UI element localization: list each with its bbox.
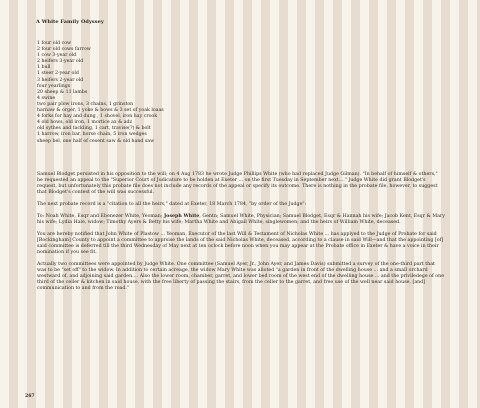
inventory-item: 4 forks for hay and dung , 1 shovel, iron hay crook — [37, 114, 158, 120]
inventory-item: four yearlings — [37, 83, 71, 89]
paragraph-text: , Gentn; Samuel White, Physician; Samuel Blodget, Esqr & Hannah his wife; Jacob Kent, Esqr & Mary his wife; Lydia Hale, widow; Timothy Ayers & Betty his wife; Martha White and Abigail White, singlewomen; and the heirs of William White, deceased. — [37, 213, 445, 225]
inventory-item: 1 bull — [37, 65, 51, 71]
inventory-item: 1 steer 2-year old — [37, 71, 79, 77]
bold-name: Joseph White — [163, 213, 200, 219]
inventory-item: old sythes and tackling, 1 cart, travise(?) & bolt — [37, 126, 151, 132]
paragraph-text: The next probate record is a "citation to all the heirs," dated at Exeter, 18 March 1784, "by order of the Judge": — [37, 202, 307, 208]
inventory-item: 3 heifers 2-year old — [37, 77, 84, 83]
inventory-item: 2 four old cows farrow — [37, 47, 91, 53]
paragraph — [37, 214, 445, 226]
paragraph — [37, 202, 445, 208]
inventory-item: 4 swine — [37, 95, 56, 101]
paragraph — [37, 172, 445, 196]
inventory-item: 1 cow 3-year old — [37, 53, 77, 59]
inventory-item: harnaw & orger, 1 yoke & bows & 3 set of yoak loaas — [37, 108, 164, 114]
paragraph — [37, 232, 445, 256]
inventory-item: 4 old hows, old iron, 1 mortice ax & adz — [37, 120, 133, 126]
inventory-item: sheep bel, one half of cesent saw & old hand saw — [37, 138, 155, 144]
inventory-item: 2 heifers 3-year old — [37, 59, 84, 65]
inventory-item: 1 harrow, iron bar, horse chain, 5 iron wedges — [37, 132, 147, 138]
body-text — [37, 172, 445, 298]
inventory-item: 20 sheep & 11 lambs — [37, 89, 88, 95]
paragraph-text: Samuel Blodget persisted in his opposition to the will; on 4 Aug 1783 he wrote Judge Phillips White (who had replaced Judge Gilman). "In behalf of himself & others," he requested an appeal to the "Superior Court of Judicature to be holden at Exeter ... on the first Tuesday in September next...." Judge White did grant Blodget's request, but unfortunately this probate file does not include any records of the appeal or specify its outcome. There is nothing in the probate file, however, to suggest that Blodget's contest of the will was successful. — [37, 172, 438, 196]
paragraph-text: You are hereby notified that John White of Plastow ... Yeoman, Executor of the last Will & Testament of Nicholas White ... has applyed to the Judge of Probate for said [Rockingham] County to appoint a committee to apprsise the lands of the said Nicholas White, deceased, according to a clause in said Will—and that the appointing [of] said committee is deferred till the third Wednesday of May next at ten oclock before noon when you may appear at the Probate office in Exeter & have a voice in their nomination if you see fit. — [37, 231, 444, 255]
inventory-item: 1 four old cow — [37, 41, 72, 46]
running-header: A White Family Odyssey — [36, 19, 104, 25]
inventory-list — [37, 41, 237, 145]
page-number: 267 — [25, 394, 35, 399]
paragraph-text: To: Noah White, Esqr and Ebenezer White, Yeoman; — [37, 213, 164, 219]
inventory-item: two pair plow irons, 3 chains, 1 grinston — [37, 101, 134, 107]
paragraph-text: Actually two committees were appointed by Judge White. One committee (Samuel Ayer, Jr., John Ayer, and James Davis) submitted a survey of the one-third part that was to be "set off" to the widow. In addition to certain acreage, the widow Mary White was alloted "a garden in front of the dwelling house ... and a small orchard westward of, and adjoining said garden.... Also the lower room, chamber, garret, and lower bed room of the west end of the dwelling house ... and the priviledege of one third of the celler & kitchen in said house, with the free liberty of passing the stairs, from the celler to the garret, and free use of the well near said house, [and] communication to and from the road." — [37, 261, 445, 292]
paragraph — [37, 262, 445, 292]
